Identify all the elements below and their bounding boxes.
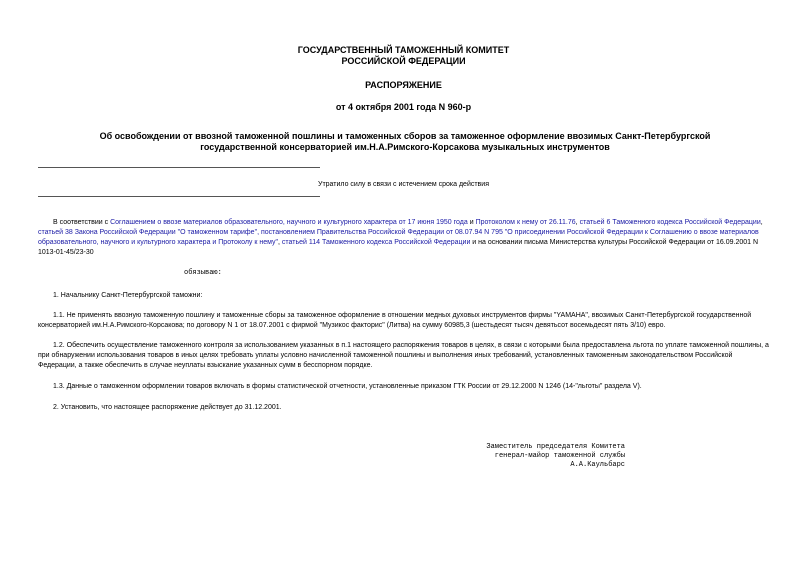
preamble-paragraph — [38, 218, 770, 258]
divider-top — [38, 167, 320, 168]
document-title: Об освобождении от ввозной таможенной пошлины и таможенных сборов за таможенное оформление ввозимых Санкт-Петербургской государственной консерваторией им.Н.А.Римского-Корсакова музыкальных инструментов — [99, 131, 711, 152]
preamble-text: , — [575, 219, 580, 226]
divider-bottom — [38, 196, 320, 197]
signature-rank: генерал-майор таможенной службы — [494, 452, 625, 460]
legal-reference-link[interactable]: статьей 114 Таможенного кодекса Российской Федерации — [281, 239, 471, 246]
item-1-2: 1.2. Обеспечить осуществление таможенного контроля за использованием указанных в п.1 настоящего распоряжения товаров в целях, в связи с которыми была предоставлена льгота по уплате таможенной пошлины, а при обнаружении использования товаров в иных целях требовать уплаты условно начисленной таможенной пошлины и выполнения иных требований, установленных таможенным законодательством Российской Федерации, а также обеспечить в случае неуплаты взыскание указанных сумм в бесспорном порядке. — [38, 342, 769, 369]
legal-reference-link[interactable]: Соглашением о ввозе материалов образовательного, научного и культурного характера от 17 июня 1950 года — [110, 219, 468, 226]
legal-reference-link[interactable]: Протоколом к нему от 26.11.76 — [475, 219, 576, 226]
item-1-1: 1.1. Не применять ввозную таможенную пошлину и таможенные сборы за таможенное оформление в отношении медных духовых инструментов фирмы "YAMAHA", ввозимых Санкт-Петербургской государственной консерваторией им.Н.А.Римского-Корсакова; по договору N 1 от 18.07.2001 с фирмой "Музикос факторис" (Литва) на сумму 60985,3 (шестьдесят тысяч девятьсот восемьдесят пять 3/10) евро. — [38, 312, 752, 329]
item-1-3: 1.3. Данные о таможенном оформлении товаров включать в формы статистической отчетности, установленные приказом ГТК России от 29.12.2000 N 1246 (14-"льготы" раздела V). — [53, 383, 642, 390]
legal-reference-link[interactable]: статьей 6 Таможенного кодекса Российской Федерации — [579, 219, 761, 226]
org-line-2: РОССИЙСКОЙ ФЕДЕРАЦИИ — [341, 56, 466, 66]
document-date-number: от 4 октября 2001 года N 960-р — [335, 102, 472, 112]
repealed-note: Утратило силу в связи с истечением срока действия — [318, 181, 489, 188]
legal-reference-link[interactable]: , постановлением Правительства Российской Федерации от 08.07.94 N 795 "О присоединении Российской Федерации к Соглашению о ввозе материалов образовательного, научного и культурного характера и Протоколу к нему" — [38, 229, 759, 246]
item-1: 1. Начальнику Санкт-Петербургской таможни: — [53, 292, 203, 299]
preamble-text: , — [760, 219, 763, 226]
obligate-word: обязываю: — [184, 269, 222, 277]
signature-block — [480, 443, 625, 470]
preamble-text: В соответствии с — [53, 219, 111, 226]
preamble-text: и — [467, 219, 476, 226]
document-type: РАСПОРЯЖЕНИЕ — [365, 80, 442, 90]
preamble-text: , — [278, 239, 282, 246]
preamble-text: и на основании письма Министерства культуры Российской Федерации от 16.09.2001 N 1013-01-45/23-30 — [38, 239, 759, 256]
signature-position: Заместитель председателя Комитета — [486, 443, 625, 451]
organization-header — [0, 45, 807, 67]
item-2: 2. Установить, что настоящее распоряжение действует до 31.12.2001. — [53, 404, 282, 411]
signature-name: А.А.Каульбарс — [570, 461, 625, 469]
org-line-1: ГОСУДАРСТВЕННЫЙ ТАМОЖЕННЫЙ КОМИТЕТ — [297, 45, 510, 55]
legal-reference-link[interactable]: статьей 38 Закона Российской Федерации "О таможенном тарифе" — [38, 229, 258, 236]
